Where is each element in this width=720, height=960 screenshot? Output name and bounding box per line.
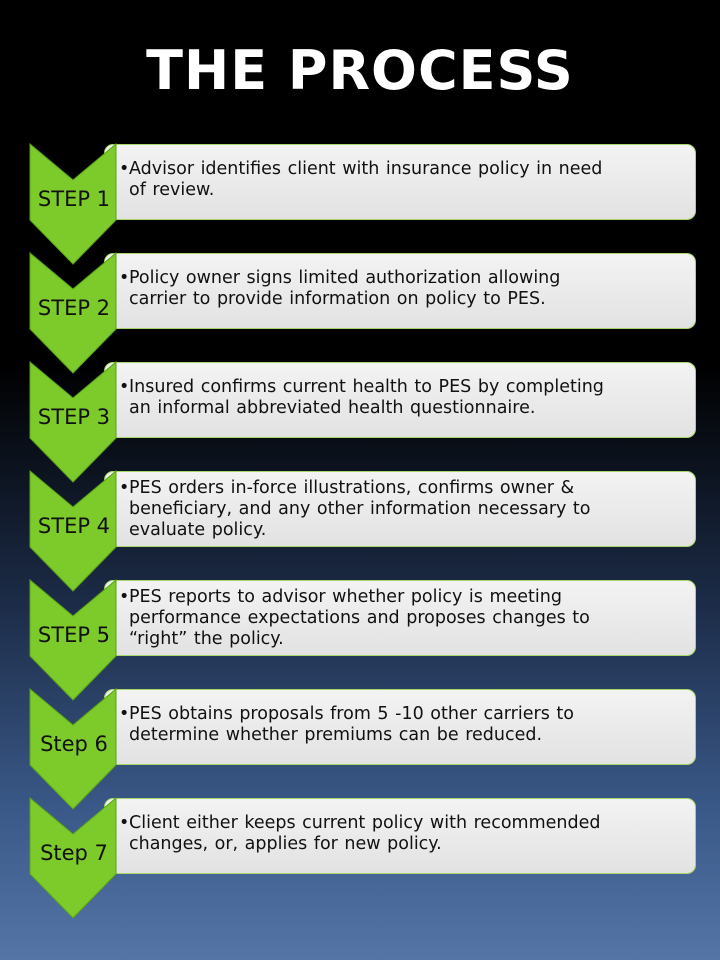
bullet-icon: • [119, 268, 130, 288]
step-description-box [104, 689, 696, 765]
step-label: STEP 5 [37, 623, 111, 647]
step-description-box [104, 362, 696, 438]
process-step-2 [0, 253, 720, 377]
step-description [119, 587, 669, 650]
bullet-icon: • [119, 377, 130, 397]
step-label: STEP 3 [37, 405, 111, 429]
step-label: STEP 1 [37, 187, 111, 211]
step-description-line: beneficiary, and any other information necessary to [129, 499, 591, 519]
step-description-line: carrier to provide information on policy to PES. [129, 289, 546, 309]
step-description-line: Client either keeps current policy with recommended [129, 813, 601, 833]
process-step-3 [0, 362, 720, 486]
process-step-7 [0, 798, 720, 922]
step-description [119, 159, 669, 201]
step-description-line: of review. [129, 180, 215, 200]
process-step-5 [0, 580, 720, 704]
step-description-line: “right” the policy. [129, 629, 284, 649]
step-description [119, 478, 669, 541]
step-description-box [104, 144, 696, 220]
step-label: Step 7 [40, 841, 108, 865]
step-description-line: Advisor identifies client with insurance policy in need [129, 159, 603, 179]
step-description-line: Insured confirms current health to PES by completing [129, 377, 604, 397]
step-label: Step 6 [40, 732, 108, 756]
step-description-line: PES reports to advisor whether policy is meeting [129, 587, 562, 607]
bullet-icon: • [119, 159, 130, 179]
step-description-line: PES obtains proposals from 5 -10 other carriers to [129, 704, 574, 724]
step-description-line: an informal abbreviated health questionnaire. [129, 398, 536, 418]
step-description-line: Policy owner signs limited authorization allowing [129, 268, 561, 288]
process-step-4 [0, 471, 720, 595]
step-description-line: performance expectations and proposes changes to [129, 608, 590, 628]
step-label: STEP 4 [37, 514, 111, 538]
step-description-box [104, 471, 696, 547]
bullet-icon: • [119, 587, 130, 607]
bullet-icon: • [119, 813, 130, 833]
step-description [119, 268, 669, 310]
bullet-icon: • [119, 704, 130, 724]
step-label: STEP 2 [37, 296, 111, 320]
step-description [119, 377, 669, 419]
process-step-1 [0, 144, 720, 268]
step-description-line: PES orders in-force illustrations, confirms owner & [129, 478, 575, 498]
step-description-box [104, 253, 696, 329]
step-description-box [104, 798, 696, 874]
process-step-6 [0, 689, 720, 813]
step-description-line: evaluate policy. [129, 520, 267, 540]
page-title: THE PROCESS [146, 39, 574, 102]
step-description [119, 704, 669, 746]
step-description-line: determine whether premiums can be reduced. [129, 725, 543, 745]
bullet-icon: • [119, 478, 130, 498]
step-description [119, 813, 669, 855]
step-description-line: changes, or, applies for new policy. [129, 834, 442, 854]
step-description-box [104, 580, 696, 656]
